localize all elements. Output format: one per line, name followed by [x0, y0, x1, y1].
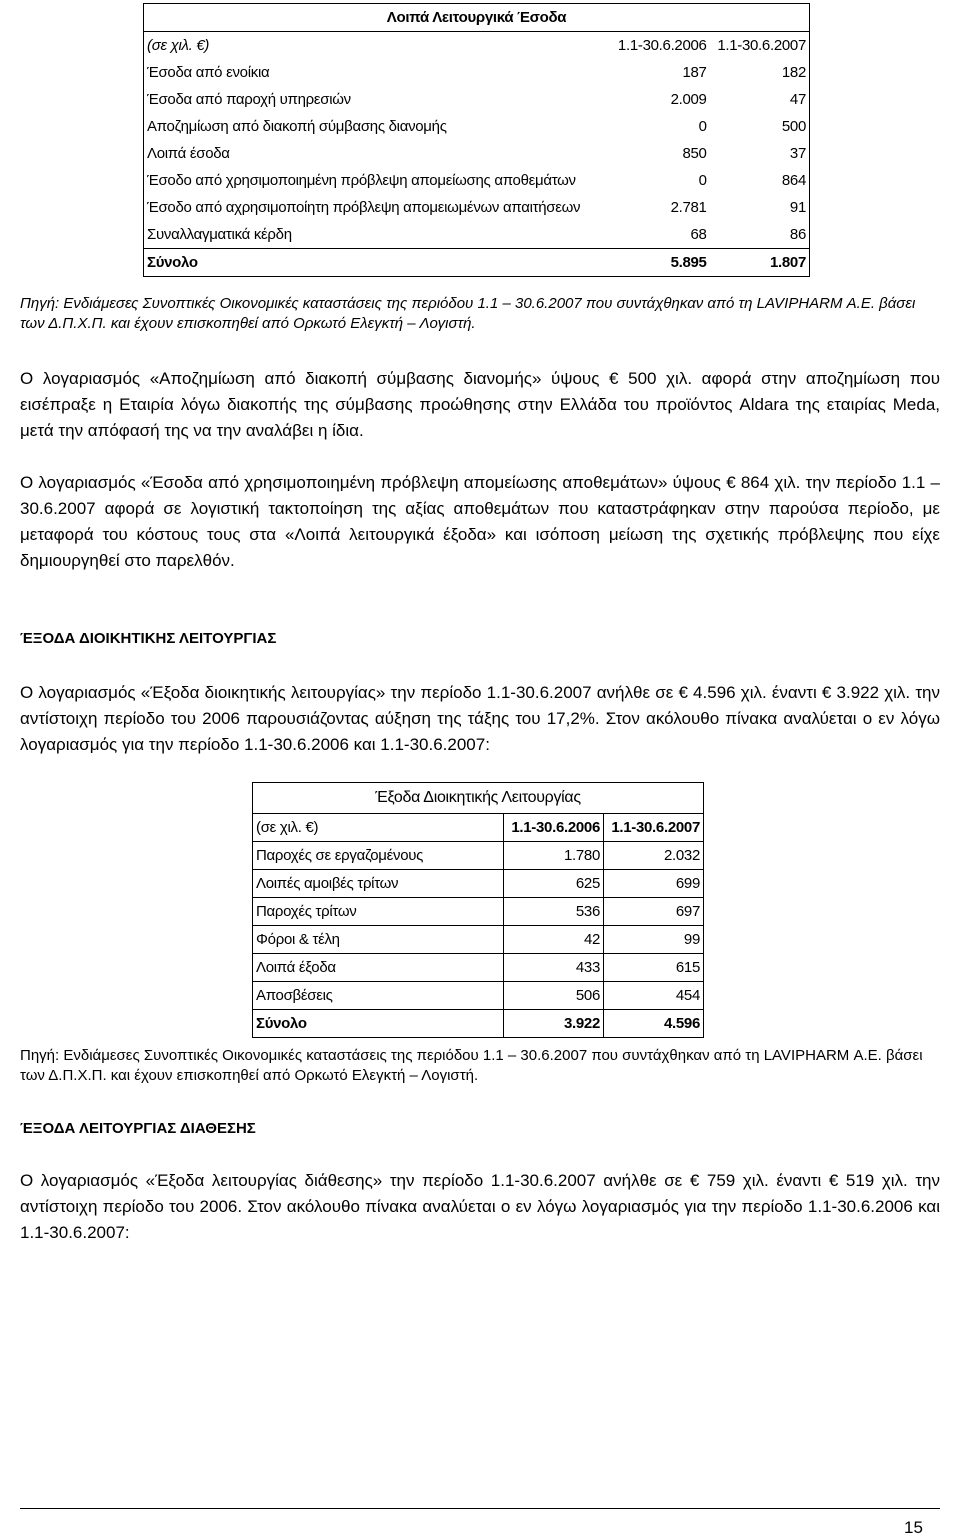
source-note: Πηγή: Ενδιάμεσες Συνοπτικές Οικονομικές καταστάσεις της περιόδου 1.1 – 30.6.2007 που συντάχθηκαν από τη LAVIPHARM Α.Ε. βάσει των Δ.Π.Χ.Π. και έχουν επισκοπηθεί από Ορκωτό Ελεγκτή – Λογιστή. — [20, 1047, 923, 1084]
section-heading-admin-expenses: ΈΞΟΔΑ ΔΙΟΙΚΗΤΙΚΗΣ ΛΕΙΤΟΥΡΓΙΑΣ — [20, 630, 277, 647]
table-row: Φόροι & τέλη 42 99 — [253, 926, 704, 954]
paragraph-compensation: Ο λογαριασμός «Αποζημίωση από διακοπή σύμβασης διανομής» ύψους € 500 χιλ. αφορά στην αποζημίωση που εισέπραξε η Εταιρία λόγω διακοπής της σύμβασης προώθησης στην Ελλάδα του προϊόντος Aldara της εταιρίας Meda, μετά την απόφασή της να την αναλάβει η ίδια. — [20, 369, 940, 440]
unit-label: (σε χιλ. €) — [253, 814, 504, 842]
table-row: Λοιπά έξοδα 433 615 — [253, 954, 704, 982]
table-row: Συναλλαγματικά κέρδη 68 86 — [144, 221, 810, 249]
source-note: Πηγή: Ενδιάμεσες Συνοπτικές Οικονομικές καταστάσεις της περιόδου 1.1 – 30.6.2007 που συντάχθηκαν από τη LAVIPHARM Α.Ε. βάσει των Δ.Π.Χ.Π. και έχουν επισκοπηθεί από Ορκωτό Ελεγκτή – Λογιστή. — [20, 295, 916, 332]
table-row: Έσοδο από χρησιμοποιημένη πρόβλεψη απομείωσης αποθεμάτων 0 864 — [144, 167, 810, 194]
table-row: Έσοδο από αχρησιμοποίητη πρόβλεψη απομειωμένων απαιτήσεων 2.781 91 — [144, 194, 810, 221]
table-caption: Λοιπά Λειτουργικά Έσοδα — [144, 4, 810, 32]
table-row: Παροχές σε εργαζομένους 1.780 2.032 — [253, 842, 704, 870]
table-caption: Έξοδα Διοικητικής Λειτουργίας — [253, 783, 704, 814]
table-row: Παροχές τρίτων 536 697 — [253, 898, 704, 926]
table-row: Αποσβέσεις 506 454 — [253, 982, 704, 1010]
table-total-row: Σύνολο 3.922 4.596 — [253, 1010, 704, 1038]
table-row: Αποζημίωση από διακοπή σύμβασης διανομής 0 500 — [144, 113, 810, 140]
paragraph-admin-expenses: Ο λογαριασμός «Έξοδα διοικητικής λειτουργίας» την περίοδο 1.1-30.6.2007 ανήλθε σε € 4.596 χιλ. έναντι € 3.922 χιλ. την αντίστοιχη περίοδο του 2006 παρουσιάζοντας αύξηση της τάξης του 17,2%. Στον ακόλουθο πίνακα αναλύεται ο εν λόγω λογαριασμός για την περίοδο 1.1-30.6.2006 και 1.1-30.6.2007: — [20, 683, 940, 754]
table-row: Λοιπά έσοδα 850 37 — [144, 140, 810, 167]
section-heading-selling-expenses: ΈΞΟΔΑ ΛΕΙΤΟΥΡΓΙΑΣ ΔΙΑΘΕΣΗΣ — [20, 1120, 256, 1137]
column-header: 1.1-30.6.2006 — [504, 814, 604, 842]
admin-expenses-table — [252, 782, 704, 1038]
column-header: 1.1-30.6.2006 — [610, 32, 710, 60]
paragraph-selling-expenses: Ο λογαριασμός «Έξοδα λειτουργίας διάθεσης» την περίοδο 1.1-30.6.2007 ανήλθε σε € 759 χιλ. έναντι € 519 χιλ. την αντίστοιχη περίοδο του 2006. Στον ακόλουθο πίνακα αναλύεται ο εν λόγω λογαριασμός για την περίοδο 1.1-30.6.2006 και 1.1-30.6.2007: — [20, 1171, 940, 1242]
unit-label: (σε χιλ. €) — [144, 32, 610, 60]
table-total-row: Σύνολο 5.895 1.807 — [144, 249, 810, 277]
paragraph-inventory-provision: Ο λογαριασμός «Έσοδα από χρησιμοποιημένη πρόβλεψη απομείωσης αποθεμάτων» ύψους € 864 χιλ. την περίοδο 1.1 – 30.6.2007 αφορά σε λογιστική τακτοποίηση της αξίας αποθεμάτων που καταστράφηκαν στην παρούσα περίοδο, με μεταφορά του κόστους τους στα «Λοιπά λειτουργικά έξοδα» και ισόποση μείωση της σχετικής πρόβλεψης που είχε δημιουργηθεί στο παρελθόν. — [20, 473, 940, 570]
table-row: Έσοδα από παροχή υπηρεσιών 2.009 47 — [144, 86, 810, 113]
column-header: 1.1-30.6.2007 — [604, 814, 704, 842]
table-row: Έσοδα από ενοίκια 187 182 — [144, 59, 810, 86]
column-header: 1.1-30.6.2007 — [710, 32, 810, 60]
page-number: 15 — [904, 1518, 923, 1537]
table-row: Λοιπές αμοιβές τρίτων 625 699 — [253, 870, 704, 898]
other-operating-income-table — [143, 3, 810, 277]
footer-rule — [20, 1508, 940, 1509]
